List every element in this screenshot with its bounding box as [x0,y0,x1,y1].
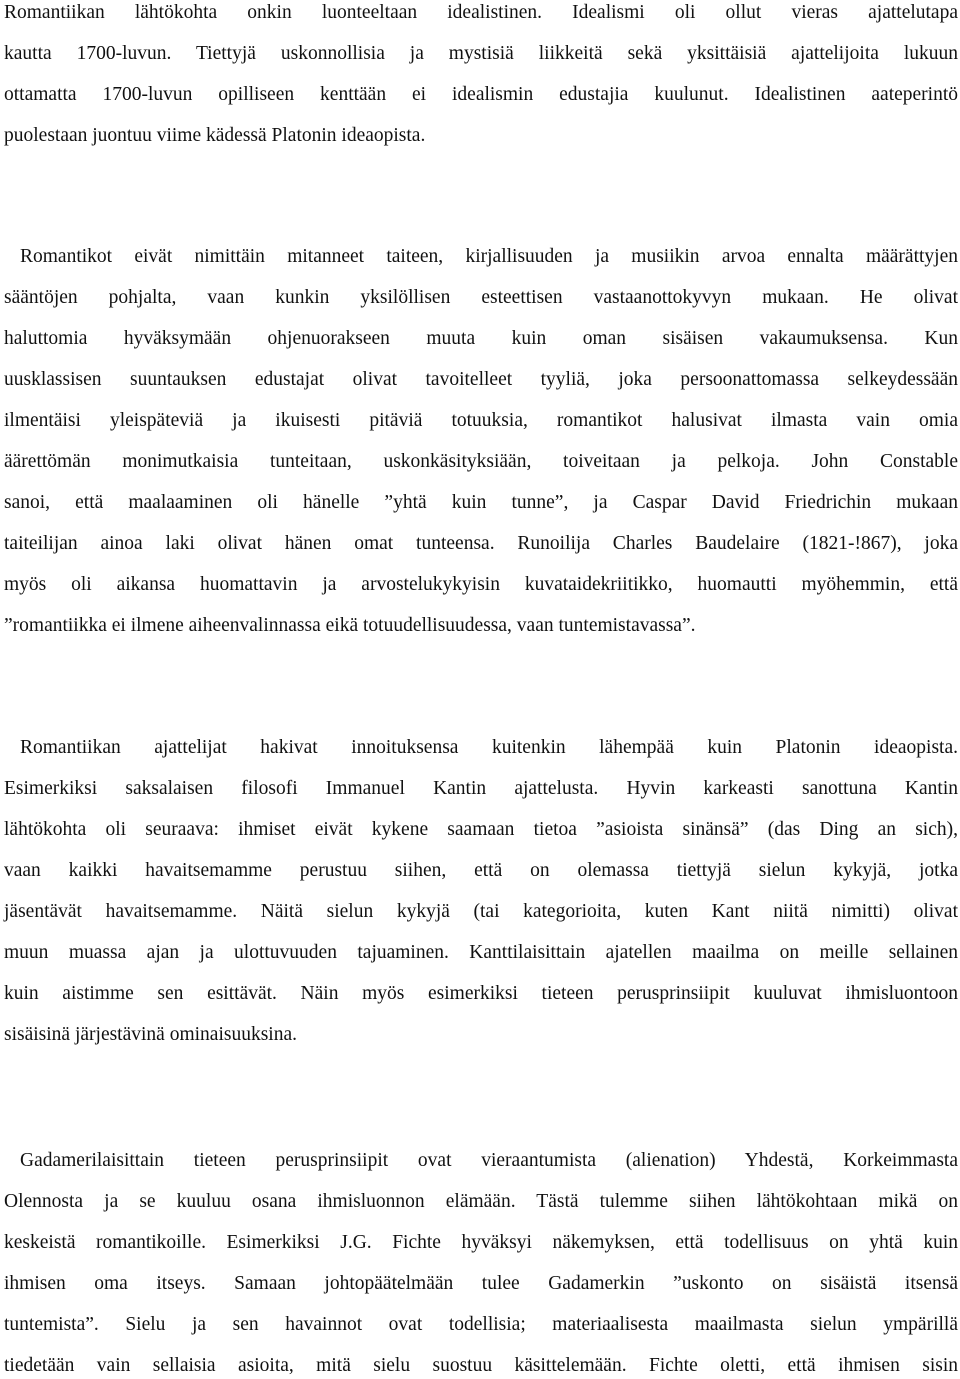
text-line: puolestaan juontuu viime kädessä Platonin ideaopista. [4,125,426,146]
text-line: tuntemista”. Sielu ja sen havainnot ovat todellisia; materiaalisesta maailmasta sielun ympärillä [4,1314,958,1335]
text-line: muun muassa ajan ja ulottuvuuden tajuaminen. Kanttilaisittain ajatellen maailma on meille sellainen [4,942,958,963]
text-line: taiteilijan ainoa laki olivat hänen omat tunteensa. Runoilija Charles Baudelaire (1821-!867), joka [4,533,958,554]
paragraph-kant [4,727,958,1055]
paragraph-gadamer [4,1140,958,1379]
text-line: sisäisinä järjestävinä ominaisuuksina. [4,1024,297,1045]
text-line: tiedetään vain sellaisia asioita, mitä sielu suostuu käsittelemään. Fichte oletti, että ihmisen sisin [4,1355,958,1376]
text-line: Gadamerilaisittain tieteen perusprinsiipit ovat vieraantumista (alienation) Yhdestä, Korkeimmasta [20,1150,958,1171]
text-line: haluttomia hyväksymään ohjenuorakseen muuta kuin oman sisäisen vakaumuksensa. Kun [4,328,958,349]
text-line: ilmentäisi yleispäteviä ja ikuisesti pitäviä totuuksia, romantikot halusivat ilmasta vain omia [4,410,958,431]
text-line: ihmisen oma itseys. Samaan johtopäätelmään tulee Gadamerkin ”uskonto on sisäistä itsensä [4,1273,958,1294]
text-line: jäsentävät havaitsemamme. Näitä sielun kykyjä (tai kategorioita, kuten Kant niitä nimitti) olivat [4,901,958,922]
paragraph-idealism [4,0,958,156]
text-line: Olennosta ja se kuuluu osana ihmisluonnon elämään. Tästä tulemme siihen lähtökohtaan mikä on [4,1191,958,1212]
text-line: Romantiikan ajattelijat hakivat innoituksensa kuitenkin lähempää kuin Platonin ideaopista. [20,737,958,758]
text-line: kautta 1700-luvun. Tiettyjä uskonnollisia ja mystisiä liikkeitä sekä yksittäisiä ajattelijoita lukuun [4,43,958,64]
text-line: sääntöjen pohjalta, vaan kunkin yksilöllisen esteettisen vastaanottokyvyn mukaan. He olivat [4,287,958,308]
paragraph-romantics-feelings [4,236,958,646]
text-line: Romantikot eivät nimittäin mitanneet taiteen, kirjallisuuden ja musiikin arvoa ennalta määrättyjen [20,246,958,267]
text-line: äärettömän monimutkaisia tunteitaan, uskonkäsityksiään, toiveitaan ja pelkoja. John Constable [4,451,958,472]
text-line: vaan kaikki havaitsemamme perustuu siihen, että on olemassa tiettyjä sielun kykyjä, jotka [4,860,958,881]
text-line: Romantiikan lähtökohta onkin luonteeltaan idealistinen. Idealismi oli ollut vieras ajattelutapa [4,2,958,23]
text-line: kuin aistimme sen esittävät. Näin myös esimerkiksi tieteen perusprinsiipit kuuluvat ihmisluontoon [4,983,958,1004]
text-line: myös oli aikansa huomattavin ja arvostelukykyisin kuvataidekriitikko, huomautti myöhemmin, että [4,574,958,595]
text-line: ”romantiikka ei ilmene aiheenvalinnassa eikä totuudellisuudessa, vaan tuntemistavassa”. [4,615,696,636]
text-line: keskeistä romantikoille. Esimerkiksi J.G. Fichte hyväksyi näkemyksen, että todellisuus on yhtä kuin [4,1232,958,1253]
text-line: lähtökohta oli seuraava: ihmiset eivät kykene saamaan tietoa ”asioista sinänsä” (das Ding an sich), [4,819,958,840]
text-line: uusklassisen suuntauksen edustajat olivat tavoitelleet tyyliä, joka persoonattomassa selkeydessään [4,369,958,390]
text-line: sanoi, että maalaaminen oli hänelle ”yhtä kuin tunne”, ja Caspar David Friedrichin mukaan [4,492,958,513]
text-line: Esimerkiksi saksalaisen filosofi Immanuel Kantin ajattelusta. Hyvin karkeasti sanottuna Kantin [4,778,958,799]
text-line: ottamatta 1700-luvun opilliseen kenttään ei idealismin edustajia kuulunut. Idealistinen aateperintö [4,84,958,105]
